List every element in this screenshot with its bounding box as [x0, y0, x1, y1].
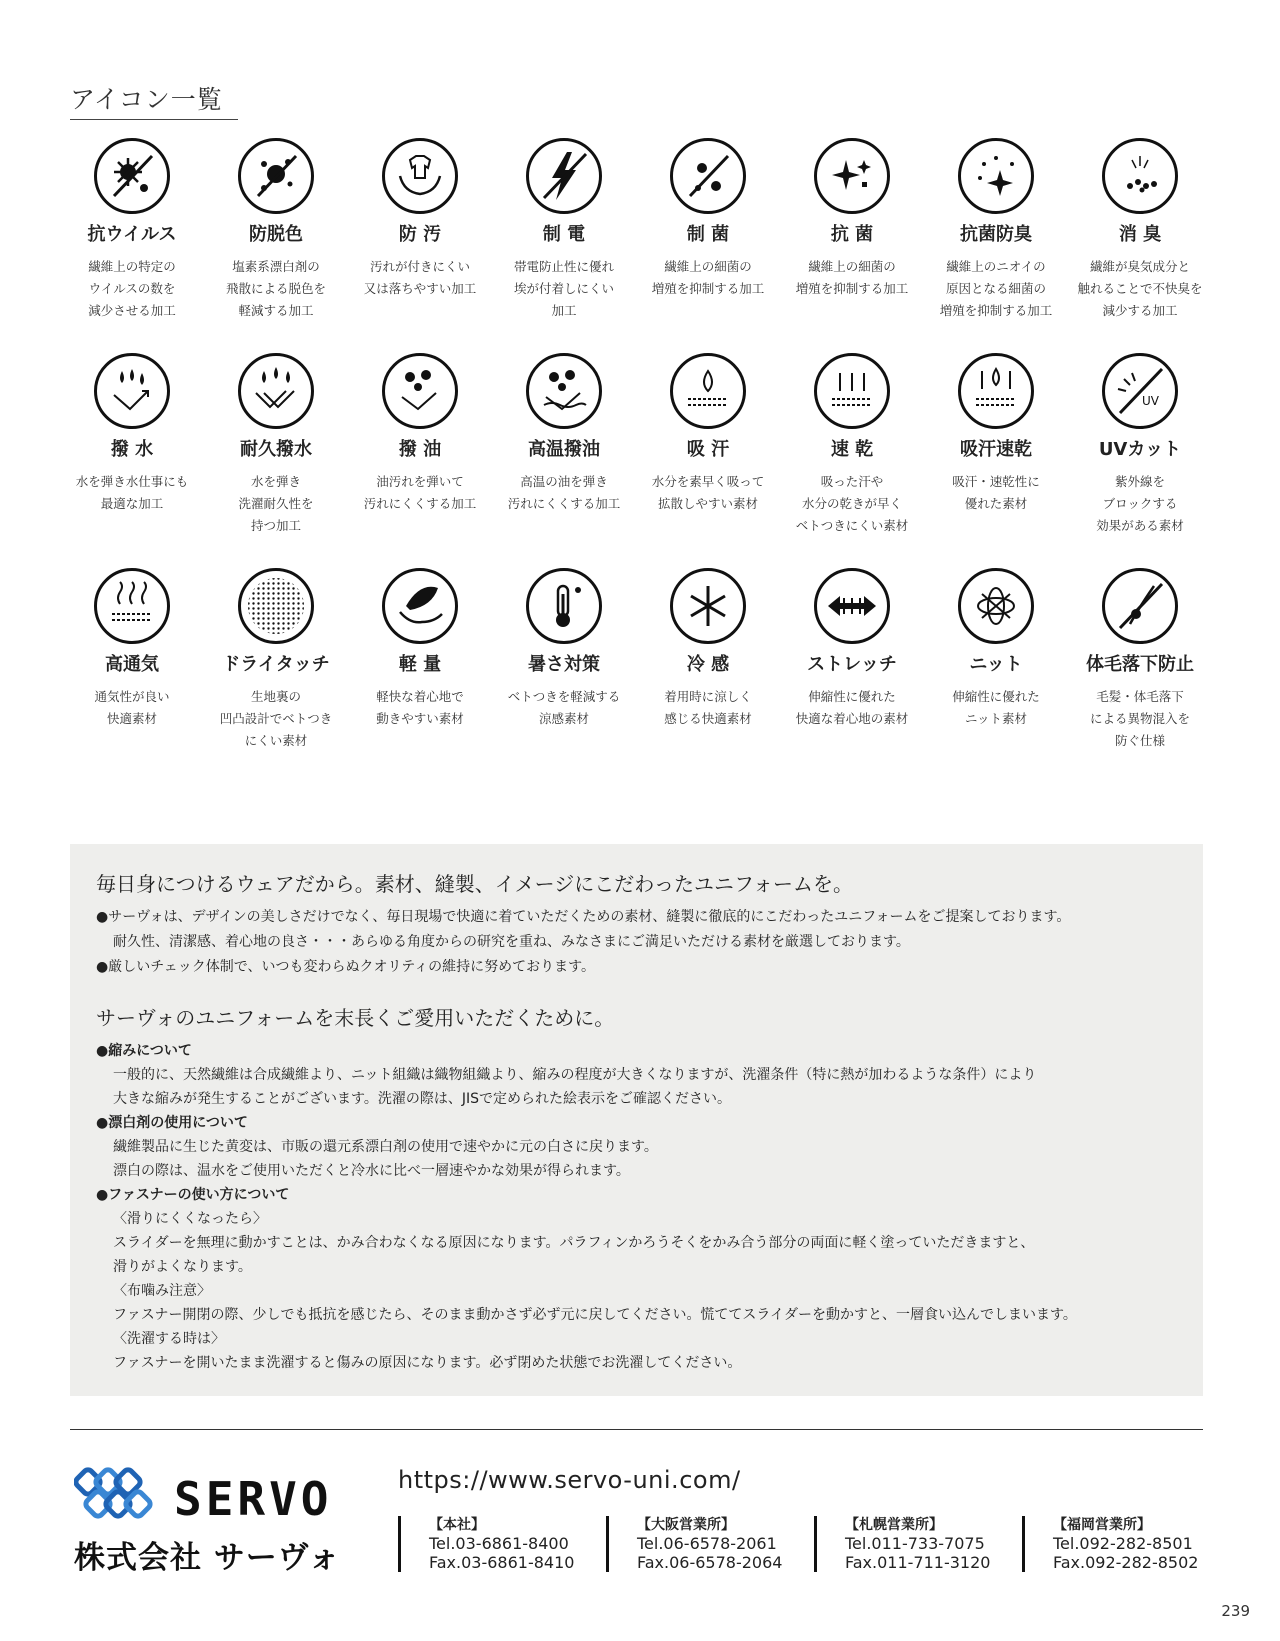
info-heading-care: サーヴォのユニフォームを末長くご愛用いただくために。 [96, 1006, 615, 1030]
icon-description-line: ニット素材 [964, 711, 1027, 726]
office-item [398, 1516, 606, 1572]
icon-description-line: 毛髪・体毛落下 [1096, 689, 1184, 704]
icon-description-line: 拡散しやすい素材 [657, 496, 758, 511]
icon-description-line: 最適な加工 [100, 496, 164, 511]
icon-description-line: 加工 [551, 303, 577, 318]
icon-label: 撥 水 [110, 439, 154, 460]
care-text: 大きな縮みが発生することがございます。洗濯の際は、JISで定められた絵表示をご確認ください。 [113, 1091, 732, 1107]
thermometer-sun-icon [526, 568, 602, 644]
office-fax: Fax.011-711-3120 [845, 1553, 991, 1572]
icon-description [1096, 471, 1184, 537]
icon-description [952, 686, 1040, 730]
office-fax: Fax.06-6578-2064 [637, 1553, 783, 1572]
icon-grid [60, 138, 1212, 783]
icon-label: 消 臭 [1118, 224, 1162, 245]
icon-label: 抗ウイルス [87, 224, 177, 245]
care-text: ファスナーを開いたまま洗濯すると傷みの原因になります。必ず閉めた状態でお洗濯してください。 [113, 1355, 742, 1371]
icon-item [1068, 568, 1212, 783]
icon-description-line: 増殖を抑制する加工 [795, 281, 909, 296]
care-text: 滑りがよくなります。 [113, 1259, 252, 1275]
icon-description [364, 256, 477, 300]
stretch-arrows-icon [814, 568, 890, 644]
virus-prohibited-icon [94, 138, 170, 214]
icon-item [204, 568, 348, 783]
icon-item [1068, 138, 1212, 353]
icon-description-line: 快適な着心地の素材 [795, 711, 909, 726]
durable-water-repellent-icon [238, 353, 314, 429]
icon-description-line: 快適素材 [106, 711, 157, 726]
icon-label: 撥 油 [398, 439, 442, 460]
icon-label: 高通気 [105, 654, 159, 675]
icon-description [652, 256, 765, 300]
icon-description-line: 伸縮性に優れた [808, 689, 896, 704]
icon-description [364, 471, 477, 515]
office-tel: Tel.092-282-8501 [1053, 1534, 1193, 1553]
care-text: 〈滑りにくくなったら〉 [113, 1211, 267, 1227]
logo-wordmark: SERVO [174, 1472, 333, 1526]
office-item [814, 1516, 1022, 1572]
company-logo [74, 1466, 341, 1576]
icon-description-line: ブロックする [1102, 496, 1178, 511]
info-line: ●サーヴォは、デザインの美しさだけでなく、毎日現場で快適に着ていただくための素材、縫製に徹底的にこだわったユニフォームをご提案しております。 [96, 909, 1071, 925]
office-fax: Fax.092-282-8502 [1053, 1553, 1199, 1572]
icon-item [492, 353, 636, 568]
ventilation-icon [94, 568, 170, 644]
icon-description [220, 686, 333, 752]
hair-prohibited-icon [1102, 568, 1178, 644]
icon-description-line: 埃が付着しにくい [513, 281, 614, 296]
office-name: 【大阪営業所】 [637, 1517, 735, 1533]
icon-description-line: 軽快な着心地で [376, 689, 464, 704]
footer-divider [70, 1429, 1203, 1430]
care-text: 漂白の際は、温水をご使用いただくと冷水に比べ一層速やかな効果が得られます。 [113, 1163, 630, 1179]
icon-description [94, 686, 169, 730]
icon-item [60, 353, 204, 568]
office-list [398, 1516, 1230, 1572]
icon-item [348, 138, 492, 353]
icon-item [492, 568, 636, 783]
care-text: 一般的に、天然繊維は合成繊維より、ニット組織は織物組織より、縮みの程度が大きくなりますが、洗濯条件（特に熱が加わるような条件）により [113, 1067, 1037, 1083]
icon-description-line: 水分の乾きが早く [801, 496, 902, 511]
icon-label: 防 汚 [398, 224, 442, 245]
icon-label: 軽 量 [398, 654, 442, 675]
office-name: 【福岡営業所】 [1053, 1517, 1151, 1533]
company-name: 株式会社 サーヴォ [74, 1540, 341, 1576]
knit-icon [958, 568, 1034, 644]
icon-item [636, 353, 780, 568]
icon-row [60, 138, 1212, 353]
icon-description-line: 繊維上の細菌の [808, 259, 896, 274]
icon-description-line: 繊維上のニオイの [946, 259, 1046, 274]
info-box [70, 844, 1203, 1396]
oil-repellent-icon [382, 353, 458, 429]
shirt-hands-icon [382, 138, 458, 214]
care-section-title: ●ファスナーの使い方について [96, 1187, 290, 1203]
icon-description-line: 伸縮性に優れた [952, 689, 1040, 704]
care-text: 〈布噛み注意〉 [113, 1283, 211, 1299]
icon-description [940, 256, 1053, 322]
icon-row [60, 353, 1212, 568]
icon-description-line: 凹凸設計でベトつき [219, 711, 333, 726]
info-line: 耐久性、清潔感、着心地の良さ・・・あらゆる角度からの研究を重ね、みなさまにご満足いただける素材を厳選しております。 [113, 934, 910, 950]
icon-label: 体毛落下防止 [1086, 654, 1194, 675]
icon-item [348, 568, 492, 783]
absorb-quick-dry-icon [958, 353, 1034, 429]
quick-dry-icon [814, 353, 890, 429]
icon-description-line: 汚れが付きにくい [369, 259, 470, 274]
office-name: 【札幌営業所】 [845, 1517, 943, 1533]
icon-description-line: 水を弾き水仕事にも [75, 474, 189, 489]
icon-description [508, 686, 621, 730]
care-text: 〈洗濯する時は〉 [113, 1331, 225, 1347]
care-section-title: ●縮みについて [96, 1043, 192, 1059]
dry-touch-icon [238, 568, 314, 644]
icon-item [924, 138, 1068, 353]
icon-description [226, 256, 326, 322]
icon-item [636, 568, 780, 783]
icon-description-line: 飛散による脱色を [225, 281, 326, 296]
office-name: 【本社】 [429, 1517, 485, 1533]
icon-item [348, 353, 492, 568]
icon-description [88, 256, 176, 322]
website-url[interactable]: https://www.servo-uni.com/ [398, 1466, 741, 1494]
care-text: ファスナー開閉の際、少しでも抵抗を感じたら、そのまま動かさず必ず元に戻してください。慌ててスライダーを動かすと、一層食い込んでしまいます。 [113, 1307, 1077, 1323]
icon-item [204, 138, 348, 353]
icon-description-line: 繊維が臭気成分と [1089, 259, 1190, 274]
icon-description [796, 471, 909, 537]
info-heading-quality: 毎日身につけるウェアだから。素材、縫製、イメージにこだわったユニフォームを。 [96, 872, 853, 896]
icon-label: 抗 菌 [830, 224, 874, 245]
icon-label: 耐久撥水 [240, 439, 312, 460]
icon-item [204, 353, 348, 568]
icon-description-line: 感じる快適素材 [664, 711, 752, 726]
icon-description-line: 吸った汗や [820, 474, 884, 489]
icon-description-line: 汚れにくくする加工 [363, 496, 477, 511]
servo-emblem-icon [74, 1466, 166, 1524]
icon-description-line: 効果がある素材 [1096, 518, 1184, 533]
lightweight-feather-icon [382, 568, 458, 644]
icon-label: 吸 汗 [686, 439, 730, 460]
icon-description-line: 吸汗・速乾性に [952, 474, 1040, 489]
icon-description-line: 優れた素材 [964, 496, 1028, 511]
icon-label: 制 電 [542, 224, 586, 245]
icon-description-line: 増殖を抑制する加工 [939, 303, 1053, 318]
icon-description-line: 涼感素材 [538, 711, 589, 726]
icon-description-line: 水分を素早く吸って [651, 474, 765, 489]
icon-description-line: 原因となる細菌の [945, 281, 1046, 296]
icon-description-line: による異物混入を [1089, 711, 1190, 726]
icon-label: ストレッチ [807, 654, 897, 675]
office-tel: Tel.011-733-7075 [845, 1534, 985, 1553]
icon-description-line: 帯電防止性に優れ [513, 259, 614, 274]
icon-description-line: 繊維上の細菌の [664, 259, 752, 274]
icon-description [652, 471, 765, 515]
icon-description-line: ベトつきにくい素材 [795, 518, 909, 533]
care-text: スライダーを無理に動かすことは、かみ合わなくなる原因になります。パラフィンかろうそくをかみ合う部分の両面に軽く塗っていただきますと、 [113, 1235, 1035, 1251]
icon-item [636, 138, 780, 353]
icon-description [952, 471, 1040, 515]
office-item [1022, 1516, 1230, 1572]
svg-text:UV: UV [1142, 394, 1159, 408]
icon-description-line: 動きやすい素材 [376, 711, 464, 726]
icon-item [780, 138, 924, 353]
icon-description-line: 増殖を抑制する加工 [651, 281, 765, 296]
page-number: 239 [1221, 1602, 1250, 1620]
icon-item [924, 568, 1068, 783]
snowflake-icon [670, 568, 746, 644]
care-text: 繊維製品に生じた黄変は、市販の還元系漂白剤の使用で速やかに元の白さに戻ります。 [113, 1139, 658, 1155]
icon-label: 抗菌防臭 [960, 224, 1032, 245]
icon-description [376, 686, 464, 730]
icon-label: 冷 感 [686, 654, 730, 675]
section-title: アイコン一覧 [70, 80, 238, 120]
icon-description-line: 防ぐ仕様 [1114, 733, 1165, 748]
sweat-absorb-icon [670, 353, 746, 429]
icon-description-line: にくい素材 [244, 733, 308, 748]
germ-prohibited-icon [670, 138, 746, 214]
icon-description-line: 生地裏の [250, 689, 301, 704]
office-item [606, 1516, 814, 1572]
icon-description-line: ベトつきを軽減する [507, 689, 621, 704]
icon-item [60, 568, 204, 783]
icon-item [1068, 353, 1212, 568]
icon-description-line: 触れることで不快臭を [1077, 281, 1203, 296]
office-fax: Fax.03-6861-8410 [429, 1553, 575, 1572]
icon-description-line: 洗濯耐久性を [238, 496, 314, 511]
icon-label: UVカット [1098, 439, 1182, 460]
icon-description-line: 軽減する加工 [238, 303, 314, 318]
icon-description [796, 256, 909, 300]
icon-item [780, 568, 924, 783]
icon-description-line: ウイルスの数を [88, 281, 176, 296]
icon-item [60, 138, 204, 353]
icon-item [924, 353, 1068, 568]
icon-description-line: 減少させる加工 [88, 303, 176, 318]
icon-description [238, 471, 313, 537]
icon-description [664, 686, 752, 730]
icon-label: 高温撥油 [528, 439, 600, 460]
icon-description [1077, 256, 1202, 322]
icon-label: 速 乾 [830, 439, 874, 460]
icon-description-line: 紫外線を [1114, 474, 1165, 489]
info-line: ●厳しいチェック体制で、いつも変わらぬクオリティの維持に努めております。 [96, 959, 595, 975]
icon-description-line: 高温の油を弾き [520, 474, 608, 489]
icon-description-line: 着用時に涼しく [664, 689, 752, 704]
icon-item [492, 138, 636, 353]
icon-description-line: 水を弾き [250, 474, 301, 489]
icon-description [76, 471, 189, 515]
icon-description-line: 繊維上の特定の [88, 259, 176, 274]
icon-description-line: 通気性が良い [94, 689, 170, 704]
icon-item [780, 353, 924, 568]
office-tel: Tel.06-6578-2061 [637, 1534, 777, 1553]
office-tel: Tel.03-6861-8400 [429, 1534, 569, 1553]
icon-description [508, 471, 621, 515]
icon-label: 吸汗速乾 [960, 439, 1032, 460]
icon-label: 暑さ対策 [528, 654, 600, 675]
splash-prohibited-icon [238, 138, 314, 214]
icon-description-line: 塩素系漂白剤の [232, 259, 320, 274]
icon-row [60, 568, 1212, 783]
icon-description-line: 汚れにくくする加工 [507, 496, 621, 511]
high-temp-oil-repellent-icon [526, 353, 602, 429]
icon-label: ニット [969, 654, 1023, 675]
lightning-prohibited-icon [526, 138, 602, 214]
icon-label: 制 菌 [686, 224, 730, 245]
icon-description-line: 減少する加工 [1102, 303, 1178, 318]
care-section-title: ●漂白剤の使用について [96, 1115, 248, 1131]
uv-cut-icon [1102, 353, 1178, 429]
icon-description [1090, 686, 1190, 752]
icon-description-line: 持つ加工 [250, 518, 301, 533]
deodorize-icon [1102, 138, 1178, 214]
icon-label: ドライタッチ [222, 654, 330, 675]
icon-description-line: 油汚れを弾いて [376, 474, 464, 489]
icon-description [796, 686, 909, 730]
icon-description [514, 256, 614, 322]
water-repellent-icon [94, 353, 170, 429]
icon-label: 防脱色 [249, 224, 303, 245]
sparkle-dots-icon [958, 138, 1034, 214]
sparkle-icon [814, 138, 890, 214]
icon-description-line: 又は落ちやすい加工 [363, 281, 477, 296]
